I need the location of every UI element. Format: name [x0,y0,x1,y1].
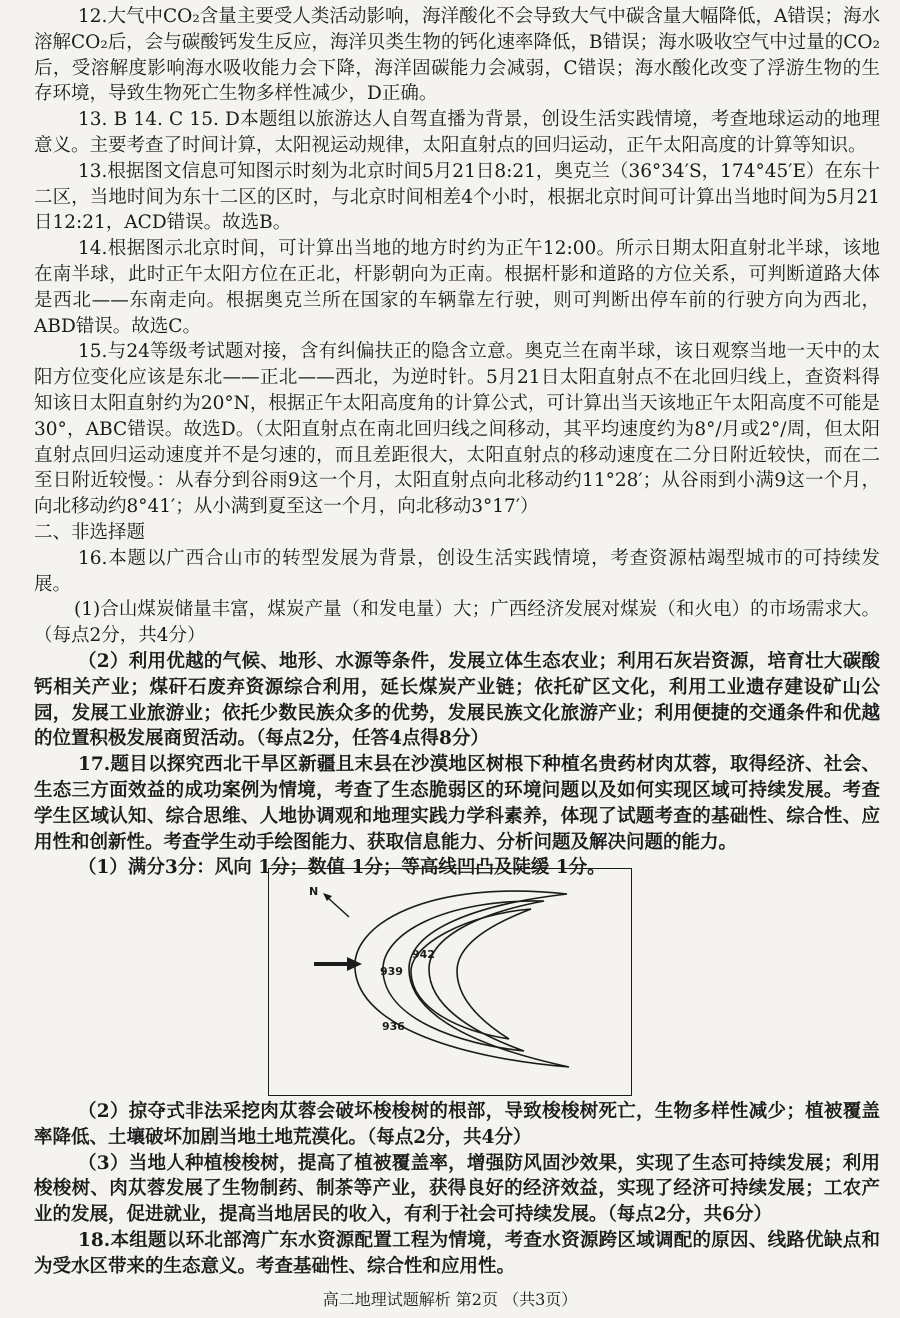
contour-936 [355,891,569,1067]
contour-figure [268,868,632,1096]
paragraph-q17-part2: （2）掠夺式非法采挖肉苁蓉会破坏梭梭树的根部，导致梭梭树死亡，生物多样性减少；植被覆盖率降低、土壤破坏加剧当地土地荒漠化。（每点2分，共4分） [34,1101,880,1148]
north-label: N [309,885,319,898]
paragraph-q13: 13.根据图文信息可知图示时刻为北京时间5月21日8:21，奥克兰（36°34′S，174°45′E）在东十二区，当地时间为东十二区的区时，与北京时间相差4个小时，根据北京时间可计算出当地时间为5月21日12:21，ACD错误。故选B。 [34,160,880,234]
paragraph-q16-part2: （2）利用优越的气候、地形、水源等条件，发展立体生态农业；利用石灰岩资源，培育壮大碳酸钙相关产业；煤矸石废弃资源综合利用，延长煤炭产业链；依托矿区文化，利用工业遗存建设矿山公园，发展工业旅游业；依托少数民族众多的优势，发展民族文化旅游产业；利用便捷的交通条件和优越的位置积极发展商贸活动。（每点2分，任答4点得8分） [34,650,880,750]
paragraph-q18-intro: 18.本组题以环北部湾广东水资源配置工程为情境，考查水资源跨区域调配的原因、线路优缺点和为受水区带来的生态意义。考查基础性、综合性和应用性。 [34,1229,880,1277]
page-footer: 高二地理试题解析 第2页 （共3页） [322,1290,578,1309]
paragraph-q16-intro: 16.本题以广西合山市的转型发展为背景，创设生活实践情境，考查资源枯竭型城市的可持续发展。 [34,547,880,595]
north-arrow-line [327,897,349,917]
contour-drawing [269,869,631,1095]
paragraph-q14: 14.根据图示北京时间，可计算出当地的地方时约为正午12:00。所示日期太阳直射北半球，该地在南半球，此时正午太阳方位在正北，杆影朝向为正南。根据杆影和道路的方位关系，可判断道路大体是西北——东南走向。根据奥克兰所在国家的车辆靠左行驶，则可判断出停车前的行驶方向为西北，ABD错误。故选C。 [34,238,880,337]
paragraph-q17-part1: （1）满分3分：风向 1分；数值 1分；等高线凹凸及陡缓 1分。 [78,857,606,879]
paragraph-q15: 15.与24等级考试题对接，含有纠偏扶正的隐含立意。奥克兰在南半球，该日观察当地一天中的太阳方位变化应该是东北——正北——西北，为逆时针。5月21日太阳直射点不在北回归线上，查资料得知该日太阳直射约为20°N，根据正午太阳高度角的计算公式，可计算出当天该地正午太阳高度不可能是30°，ABC错误。故选D。（太阳直射点在南北回归线之间移动，其平均速度约为8°/月或2°/周，但太阳直射点回归运动速度并不是匀速的，而且差距很大，太阳直射点的移动速度在二分日附近较快，而在二至日附近较慢。：从春分到谷雨9这一个月，太阳直射点向北移动约11°28′；从谷雨到小满9这一个月，向北移动约8°41′；从小满到夏至这一个月，向北移动3°17′） [34,341,880,518]
paragraph-q16-part1: (1)合山煤炭储量丰富，煤炭产量（和发电量）大；广西经济发展对煤炭（和火电）的市场需求大。（每点2分，共4分） [34,599,880,647]
paragraph-q17-part3: （3）当地人种植梭梭树，提高了植被覆盖率，增强防风固沙效果，实现了生态可持续发展；利用梭梭树、肉苁蓉发展了生物制药、制茶等产业，获得良好的经济效益，实现了经济可持续发展；工农产业的发展，促进就业，提高当地居民的收入，有利于社会可持续发展。（每点2分，共6分） [34,1152,880,1226]
paragraph-q13-15-intro: 13. B 14. C 15. D本题组以旅游达人自驾直播为背景，创设生活实践情境，考查地球运动的地理意义。主要考查了时间计算，太阳视运动规律，太阳直射点的回归运动，正午太阳高度的计算等知识。 [34,109,880,156]
paragraph-q12: 12.大气中CO₂含量主要受人类活动影响，海洋酸化不会导致大气中碳含量大幅降低，A错误；海水溶解CO₂后，会与碳酸钙发生反应，海洋贝类生物的钙化速率降低，B错误；海水吸收空气中过量的CO₂后，受溶解度影响海水吸收能力会下降，海洋固碳能力会减弱，C错误；海水酸化改变了浮游生物的生存环境，导致生物死亡生物多样性减少，D正确。 [34,6,880,105]
contour-label-942: 942 [412,948,435,961]
contour-label-939: 939 [380,965,403,978]
text-block-top [34,4,880,881]
contour-label-936: 936 [382,1020,405,1033]
section-heading-nonchoice: 二、非选择题 [34,521,146,543]
text-block-bottom [34,1099,880,1280]
paragraph-q17-intro: 17.题目以探究西北干旱区新疆且末县在沙漠地区树根下种植名贵药材肉苁蓉，取得经济、社会、生态三方面效益的成功案例为情境，考查了生态脆弱区的环境问题以及如何实现区域可持续发展。考查学生区域认知、综合思维、人地协调观和地理实践力学科素养，体现了试题考查的基础性、综合性、应用性和创新性。考查学生动手绘图能力、获取信息能力、分析问题及解决问题的能力。 [34,754,880,853]
